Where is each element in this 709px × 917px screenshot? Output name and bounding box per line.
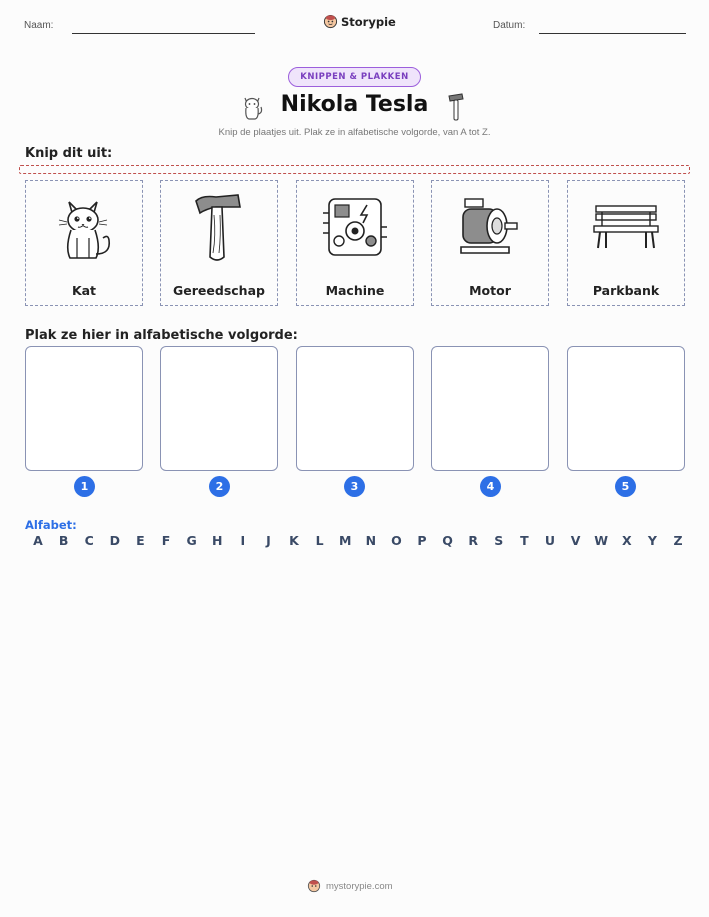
paste-box-2[interactable] [160,346,278,471]
storypie-mascot-icon [307,879,321,893]
motor-icon [432,187,548,267]
number-badge-5: 5 [615,476,636,497]
footer-url[interactable]: mystorypie.com [326,880,393,892]
alphabet-letter: O [391,533,402,548]
card-label-motor: Motor [469,283,511,298]
number-badge-3: 3 [344,476,365,497]
hammer-icon [161,187,277,267]
alphabet-letter: I [240,533,246,548]
storypie-mascot-icon [323,14,338,29]
bench-icon [568,187,684,267]
machine-icon [297,187,413,267]
page-title: Nikola Tesla [280,92,429,117]
cut-card-motor[interactable] [431,180,549,306]
number-badge-4: 4 [480,476,501,497]
brand-name: Storypie [341,14,396,29]
cut-section-label: Knip dit uit: [25,146,113,161]
alphabet-letter: W [594,533,609,548]
alphabet-letter: E [136,533,145,548]
alphabet-letter: D [109,533,120,548]
card-label-kat: Kat [71,283,97,298]
cut-line [19,165,690,174]
paste-box-1[interactable] [25,346,143,471]
number-badge-2: 2 [209,476,230,497]
alphabet-letter: G [186,533,197,548]
alphabet-letter: V [570,533,581,548]
alphabet-letter: N [365,533,377,548]
alphabet-letter: H [211,533,223,548]
instructions: Knip de plaatjes uit. Plak ze in alfabetische volgorde, van A tot Z. [218,127,491,138]
card-label-gereedschap: Gereedschap [173,283,265,298]
card-label-parkbank: Parkbank [592,283,660,298]
alphabet-letter: S [494,533,504,548]
hammer-title-icon [446,92,466,126]
alphabet-letter: X [621,533,632,548]
alphabet-letter: B [58,533,69,548]
alphabet-row [25,533,685,551]
alphabet-letter: R [468,533,478,548]
alphabet-letter: C [84,533,94,548]
storypie-logo [323,14,396,29]
cut-card-machine[interactable] [296,180,414,306]
footer [307,879,393,893]
paste-box-3[interactable] [296,346,414,471]
alphabet-letter: J [266,533,271,548]
paste-box-5[interactable] [567,346,685,471]
name-label: Naam: [24,20,54,31]
alphabet-letter: P [417,533,427,548]
alphabet-letter: A [33,533,43,548]
cut-card-kat[interactable] [25,180,143,306]
alphabet-letter: L [315,533,324,548]
date-label: Datum: [493,20,526,31]
activity-badge: KNIPPEN & PLAKKEN [288,67,421,87]
alphabet-letter: K [289,533,299,548]
number-badge-1: 1 [74,476,95,497]
paste-box-4[interactable] [431,346,549,471]
paste-section-label: Plak ze hier in alfabetische volgorde: [25,328,298,343]
cut-card-parkbank[interactable] [567,180,685,306]
alphabet-label: Alfabet: [25,518,77,532]
alphabet-letter: F [161,533,171,548]
alphabet-letter: T [520,533,529,548]
alphabet-letter: M [338,533,352,548]
alphabet-letter: Z [673,533,683,548]
name-line[interactable] [72,33,255,34]
card-label-machine: Machine [325,283,385,298]
cat-icon [26,187,142,267]
date-line[interactable] [539,33,686,34]
alphabet-letter: Q [442,533,453,548]
alphabet-letter: Y [647,533,657,548]
cut-card-gereedschap[interactable] [160,180,278,306]
alphabet-letter: U [544,533,556,548]
